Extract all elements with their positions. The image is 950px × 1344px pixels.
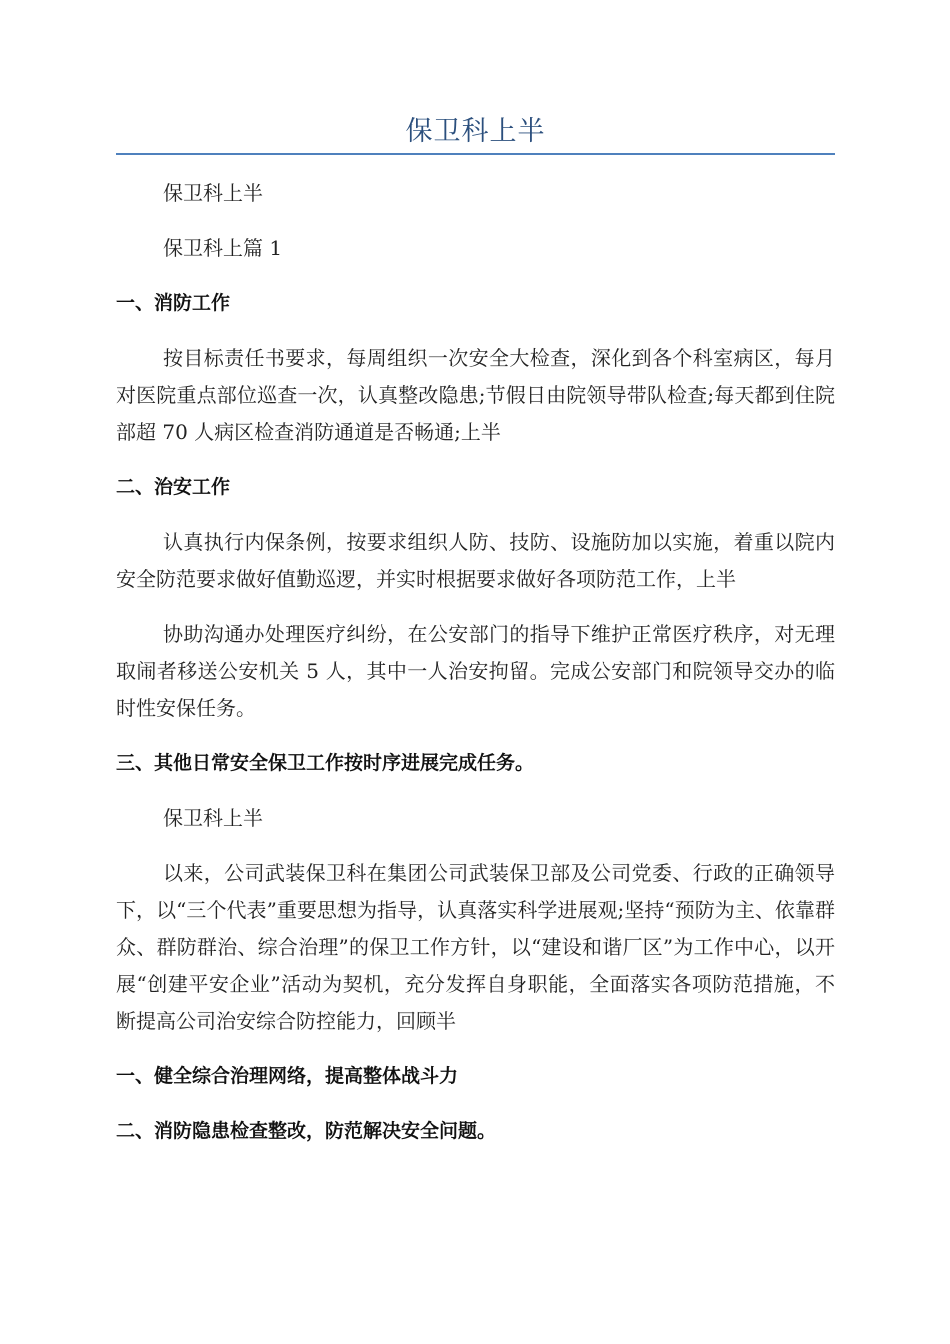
section-heading: 一、消防工作 (116, 292, 231, 314)
paragraph: 保卫科上半 (163, 806, 263, 830)
paragraph: 保卫科上半 (163, 181, 263, 205)
paragraph: 认真执行内保条例，按要求组织人防、技防、设施防加以实施，着重以院内安全防范要求做好值勤巡逻，并实时根据要求做好各项防范工作，上半 (116, 530, 835, 591)
paragraph: 按目标责任书要求，每周组织一次安全大检查，深化到各个科室病区，每月对医院重点部位巡查一次，认真整改隐患;节假日由院领导带队检查;每天都到住院部超 70 人病区检查消防通道是否畅通;上半 (116, 346, 835, 444)
section-heading: 二、消防隐患检查整改，防范解决安全问题。 (116, 1120, 497, 1142)
section-heading: 二、治安工作 (116, 476, 231, 498)
paragraph: 保卫科上篇 1 (163, 236, 283, 260)
title-underline (116, 153, 835, 155)
section-heading: 三、其他日常安全保卫工作按时序进展完成任务。 (116, 752, 535, 774)
paragraph: 协助沟通办处理医疗纠纷，在公安部门的指导下维护正常医疗秩序，对无理取闹者移送公安机关 5 人，其中一人治安拘留。完成公安部门和院领导交办的临时性安保任务。 (116, 622, 835, 720)
section-heading: 一、健全综合治理网络，提高整体战斗力 (116, 1065, 459, 1087)
document-title: 保卫科上半 (405, 116, 546, 147)
document-body (116, 175, 835, 1168)
paragraph: 以来，公司武装保卫科在集团公司武装保卫部及公司党委、行政的正确领导下，以“三个代表”重要思想为指导，认真落实科学进展观;坚持“预防为主、依靠群众、群防群治、综合治理”的保卫工作方针，以“建设和谐厂区”为工作中心，以开展“创建平安企业”活动为契机，充分发挥自身职能，全面落实各项防范措施，不断提高公司治安综合防控能力，回顾半 (116, 861, 835, 1033)
